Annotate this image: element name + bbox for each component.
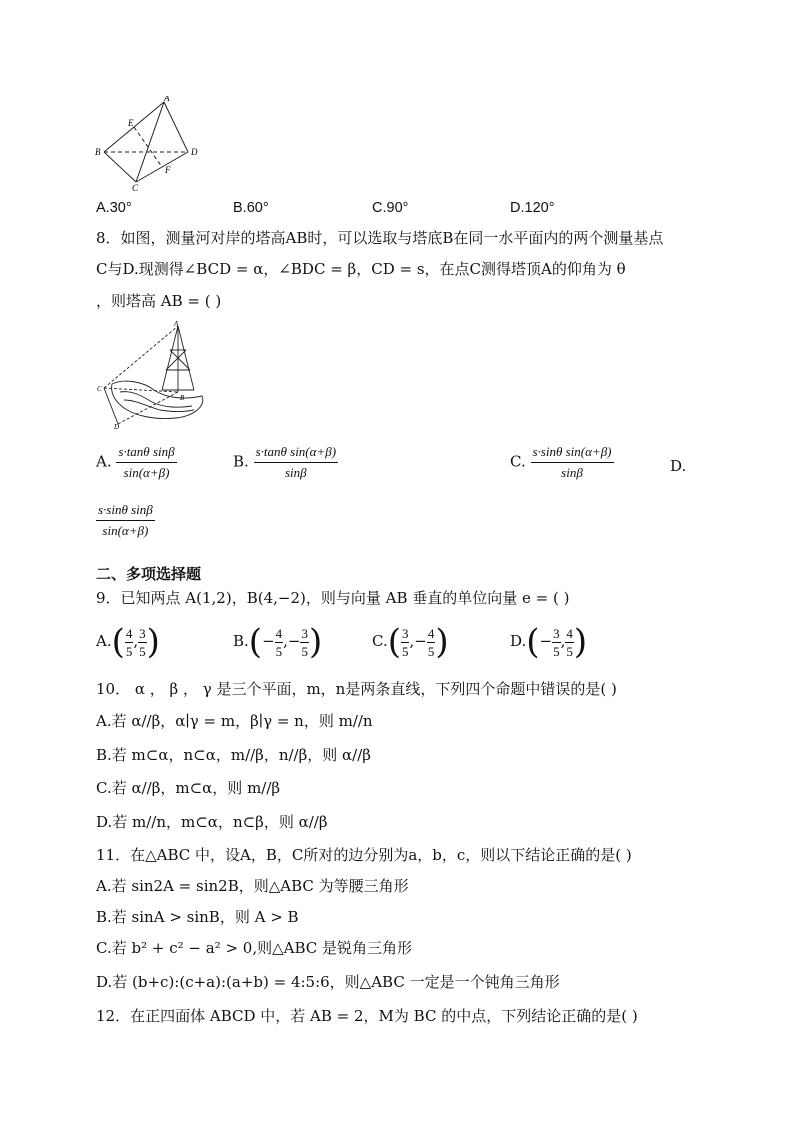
q7-figure: [92, 96, 204, 192]
edge-cd: [136, 152, 188, 182]
denominator: 5: [275, 643, 283, 659]
numerator: 4: [566, 625, 573, 641]
option-label: C.: [510, 452, 526, 471]
denominator: 5: [566, 643, 573, 659]
denominator: 5: [125, 643, 133, 659]
denominator: 5: [553, 643, 560, 659]
q11-option-a: A.若 sin2A = sin2B，则△ABC 为等腰三角形: [96, 877, 409, 895]
label-c: C: [132, 183, 139, 192]
option-label: A.: [96, 452, 112, 471]
tower-brace: [170, 350, 190, 370]
denominator: sinβ: [284, 465, 307, 480]
q8-option-c: [510, 444, 614, 481]
q11-option-b: B.若 sinA > sinB，则 A > B: [96, 908, 299, 926]
denominator: 5: [427, 643, 435, 659]
q9-option-b: B.(− $\frac{4}{5}$ ,− $\frac{3}{5}$ ): [233, 622, 323, 662]
sight-line-ca: [104, 326, 178, 388]
option-label: A.: [96, 632, 112, 650]
numerator: 4: [427, 625, 435, 641]
q10-option-b: B.若 m⊂α，n⊂α，m//β，n//β，则 α//β: [96, 746, 371, 764]
numerator: s·sinθ sinβ: [96, 502, 155, 521]
q12-stem: 12．在正四面体 ABCD 中，若 AB = 2，M为 BC 的中点，下列结论正确的是( ): [96, 1007, 638, 1025]
fraction: [125, 626, 134, 659]
label-b: B: [180, 394, 185, 402]
denominator: 5: [139, 643, 146, 659]
option-label: D.: [510, 632, 527, 650]
tower-brace: [166, 350, 186, 370]
q7-option-a: A.30°: [96, 200, 132, 216]
label-a: A: [164, 96, 170, 103]
q11-option-c: C.若 b² + c² − a² > 0,则△ABC 是锐角三角形: [96, 939, 413, 957]
q8-stem-line2: C与D.现测得∠BCD = α，∠BDC = β，CD = s，在点C测得塔顶A的仰角为 θ: [96, 260, 626, 278]
q10-option-d: D.若 m//n，m⊂α，n⊂β，则 α//β: [96, 813, 328, 831]
denominator: sin(α+β): [123, 465, 170, 480]
q8-option-b: [233, 444, 338, 481]
denominator: 5: [301, 643, 308, 659]
option-fraction: [96, 502, 155, 539]
denominator: sin(α+β): [102, 523, 149, 538]
segment-ef-dashed: [134, 127, 162, 167]
q9-option-c: C.( $\frac{3}{5}$ ,− $\frac{4}{5}$ ): [372, 622, 449, 662]
segment-db: [118, 392, 178, 424]
option-fraction: [254, 444, 338, 481]
q7-option-b: B.60°: [233, 200, 269, 216]
label-a: A: [174, 320, 179, 328]
label-f: F: [165, 165, 171, 175]
q10-option-c: C.若 α//β，m⊂α，则 m//β: [96, 779, 281, 797]
label-d: D: [114, 423, 120, 430]
q8-option-d-label: D.: [670, 457, 687, 475]
q10-option-a: A.若 α//β，α∣γ = m，β∣γ = n，则 m//n: [96, 712, 373, 730]
q9-option-a: A.( $\frac{4}{5}$ , $\frac{3}{5}$ ): [96, 622, 160, 662]
numerator: s·sinθ sin(α+β): [531, 444, 614, 463]
edge-ad: [164, 102, 188, 152]
q8-option-a: [96, 444, 177, 481]
numerator: 3: [553, 625, 560, 641]
q8-figure: [94, 320, 210, 430]
q9-option-d: D.(− $\frac{3}{5}$ , $\frac{4}{5}$ ): [510, 622, 588, 662]
label-e: E: [128, 118, 134, 128]
label-d: D: [191, 147, 198, 157]
numerator: 3: [301, 625, 308, 641]
q8-option-d: [96, 502, 155, 539]
segment-cd: [104, 388, 118, 424]
edge-bc: [104, 152, 136, 182]
q9-stem: 9．已知两点 A(1,2)，B(4,−2)，则与向量 AB 垂直的单位向量 e = ( ): [96, 589, 570, 607]
numerator: 4: [125, 625, 133, 641]
q8-stem-line3: ，则塔高 AB = ( ): [96, 292, 222, 310]
fraction: [300, 626, 309, 659]
fraction: [275, 626, 284, 659]
tower-left-leg: [162, 326, 178, 390]
section-heading: 二、多项选择题: [96, 565, 202, 583]
denominator: 5: [401, 643, 409, 659]
option-label: C.: [372, 632, 388, 650]
label-c: C: [97, 385, 102, 393]
numerator: 3: [139, 625, 146, 641]
fraction: [401, 626, 410, 659]
q7-option-c: C.90°: [372, 200, 409, 216]
option-fraction: [531, 444, 614, 481]
denominator: sinβ: [561, 465, 583, 480]
tower-right-leg: [178, 326, 194, 390]
numerator: 3: [401, 625, 409, 641]
fraction: [138, 626, 147, 659]
q11-option-d: D.若 (b+c):(c+a):(a+b) = 4:5:6，则△ABC 一定是一个钝角三角形: [96, 973, 560, 991]
q8-stem-line1: 8．如图，测量河对岸的塔高AB时，可以选取与塔底B在同一水平面内的两个测量基点: [96, 229, 664, 247]
q11-stem: 11．在△ABC 中，设A，B，C所对的边分别为a，b，c，则以下结论正确的是( ): [96, 846, 632, 864]
q7-option-d: D.120°: [510, 200, 555, 216]
q10-stem: 10． α ， β ， γ 是三个平面，m，n是两条直线，下列四个命题中错误的是( ): [96, 680, 617, 698]
numerator: 4: [275, 625, 283, 641]
fraction: [565, 626, 574, 659]
option-fraction: [116, 444, 176, 481]
label-b: B: [95, 147, 101, 157]
option-label: B.: [233, 632, 249, 650]
numerator: s·tanθ sinβ: [116, 444, 176, 463]
option-label: B.: [233, 452, 249, 471]
fraction: [552, 626, 561, 659]
numerator: s·tanθ sin(α+β): [254, 444, 338, 463]
